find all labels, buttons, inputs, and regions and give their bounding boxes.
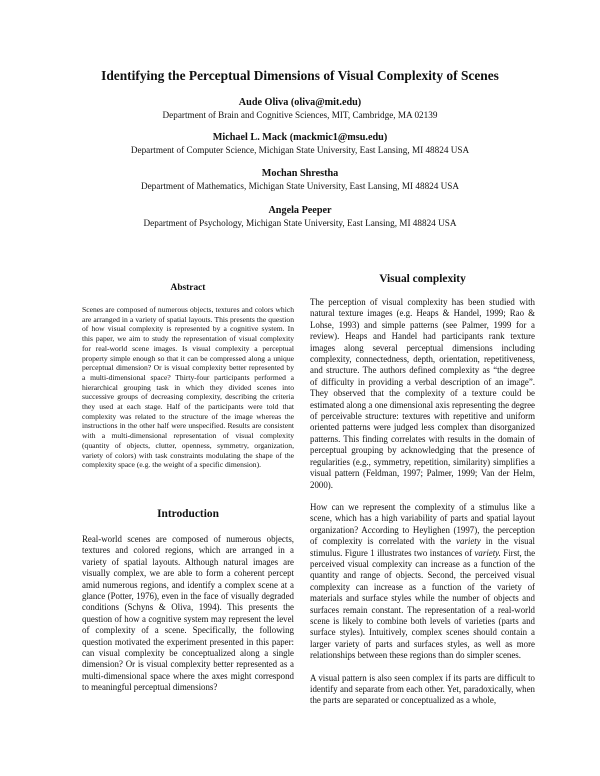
introduction-heading: Introduction	[157, 508, 219, 520]
paper-title: Identifying the Perceptual Dimensions of Visual Complexity of Scenes	[101, 68, 499, 83]
author-block-3	[0, 168, 600, 192]
paragraph-2-text: in the visual stimulus. Figure 1 illustrates two instances of	[310, 536, 535, 558]
abstract-heading: Abstract	[170, 283, 206, 293]
author-name: Michael L. Mack (mackmic1@msu.edu)	[212, 132, 388, 143]
author-block-1	[0, 97, 600, 121]
paragraph-1: The perception of visual complexity has been studied with natural texture images (e.g. Heaps & Handel, 1999; Rao & Lohse, 1993) and simple patterns (see Palmer, 1999 for a review). Heaps and Handel had participants rank texture images along several perceptual dimensions including complexity, connectedness, depth, orientation, repetitiveness, and structure. The authors defined complexity as “the degree of difficulty in providing a verbal description of an image”. They observed that the complexity of a texture could be estimated along a one dimensional axis representing the degree of perceivable structure: textures with repetitive and uniform oriented patterns were judged less complex than disorganized patterns. This finding correlates with results in the domain of perceptual grouping by acknowledging that the presence of regularities (e.g., symmetry, repetition, similarity) simplifies a visual pattern (Feldman, 1997; Palmer, 1999; Van der Helm, 2000).	[310, 297, 535, 490]
visual-complexity-section	[310, 273, 535, 707]
introduction-text: Real-world scenes are composed of numerous objects, textures and colored regions, which are arranged in a variety of spatial layouts. Although natural images are visually complex, we are able to form a coherent percept amid numerous regions, and identify a complex scene at a glance (Potter, 1976), even in the face of visually degraded conditions (Schyns & Oliva, 1994). This presents the question of how a cognitive system may represent the level of complexity of a scene. Specifically, the following question motivated the experiment presented in this paper: can visual complexity be conceptualized along a single dimension? Or is visual complexity better represented as a multi-dimensional space where the axes might correspond to meaningful perceptual dimensions?	[82, 534, 294, 693]
abstract-section	[82, 283, 294, 470]
author-name: Mochan Shrestha	[261, 168, 339, 179]
author-block-2	[0, 132, 600, 156]
author-affiliation: Department of Computer Science, Michigan State University, East Lansing, MI 48824 USA	[130, 145, 470, 155]
author-name: Aude Oliva (oliva@mit.edu)	[238, 97, 362, 108]
emphasis-variety: variety	[456, 536, 481, 547]
paragraph-2-text: How can we represent the complexity of a stimulus like a scene, which has a high variability of parts and spatial layout organization? According to Heylighen (1997), the perception of complexity is correlated with the	[310, 501, 535, 547]
visual-complexity-heading: Visual complexity	[379, 273, 466, 285]
paragraph-2-text: First, the perceived visual complexity can increase as a function of the quantity and range of objects. Second, the perceived visual complexity can increase as a function of the variety of materials and surface styles while the number of objects and surfaces remain constant. The representation of a real-world scene is likely to combine both levels of varieties (parts and surface styles). Intuitively, complex scenes should contain a larger variety of parts and surfaces styles, as well as more relationships between these regions than do simpler scenes.	[310, 547, 536, 661]
emphasis-variety: variety.	[474, 547, 501, 558]
introduction-section	[82, 508, 294, 694]
paragraph-3: A visual pattern is also seen complex if its parts are difficult to identify and separate from each other. Yet, paradoxically, when the parts are separated or conceptualized as a whole,	[310, 672, 535, 706]
author-block-4	[0, 205, 600, 229]
author-affiliation: Department of Psychology, Michigan State University, East Lansing, MI 48824 USA	[143, 218, 457, 228]
author-name: Angela Peeper	[268, 205, 332, 216]
author-affiliation: Department of Mathematics, Michigan State University, East Lansing, MI 48824 USA	[140, 181, 460, 191]
author-affiliation: Department of Brain and Cognitive Sciences, MIT, Cambridge, MA 02139	[162, 110, 438, 120]
paragraph-2	[310, 502, 535, 662]
abstract-text: Scenes are composed of numerous objects, textures and colors which are arranged in a variety of spatial layouts. This presents the question of how visual complexity is represented by a cognitive system. In this paper, we aim to study the representation of visual complexity for real-world scene images. Is visual complexity a perceptual property simple enough so that it can be compressed along a unique perceptual dimension? Or is visual complexity better represented by a multi-dimensional space? Thirty-four participants performed a hierarchical grouping task in which they divided scenes into successive groups of decreasing complexity, describing the criteria they used at each stage. Half of the participants were told that complexity was related to the structure of the image whereas the instructions in the other half were unspecified. Results are consistent with a multi-dimensional representation of visual complexity (quantity of objects, clutter, openness, symmetry, organization, variety of colors) with task constraints modulating the shape of the complexity space (e.g. the weight of a specific dimension).	[82, 305, 294, 470]
